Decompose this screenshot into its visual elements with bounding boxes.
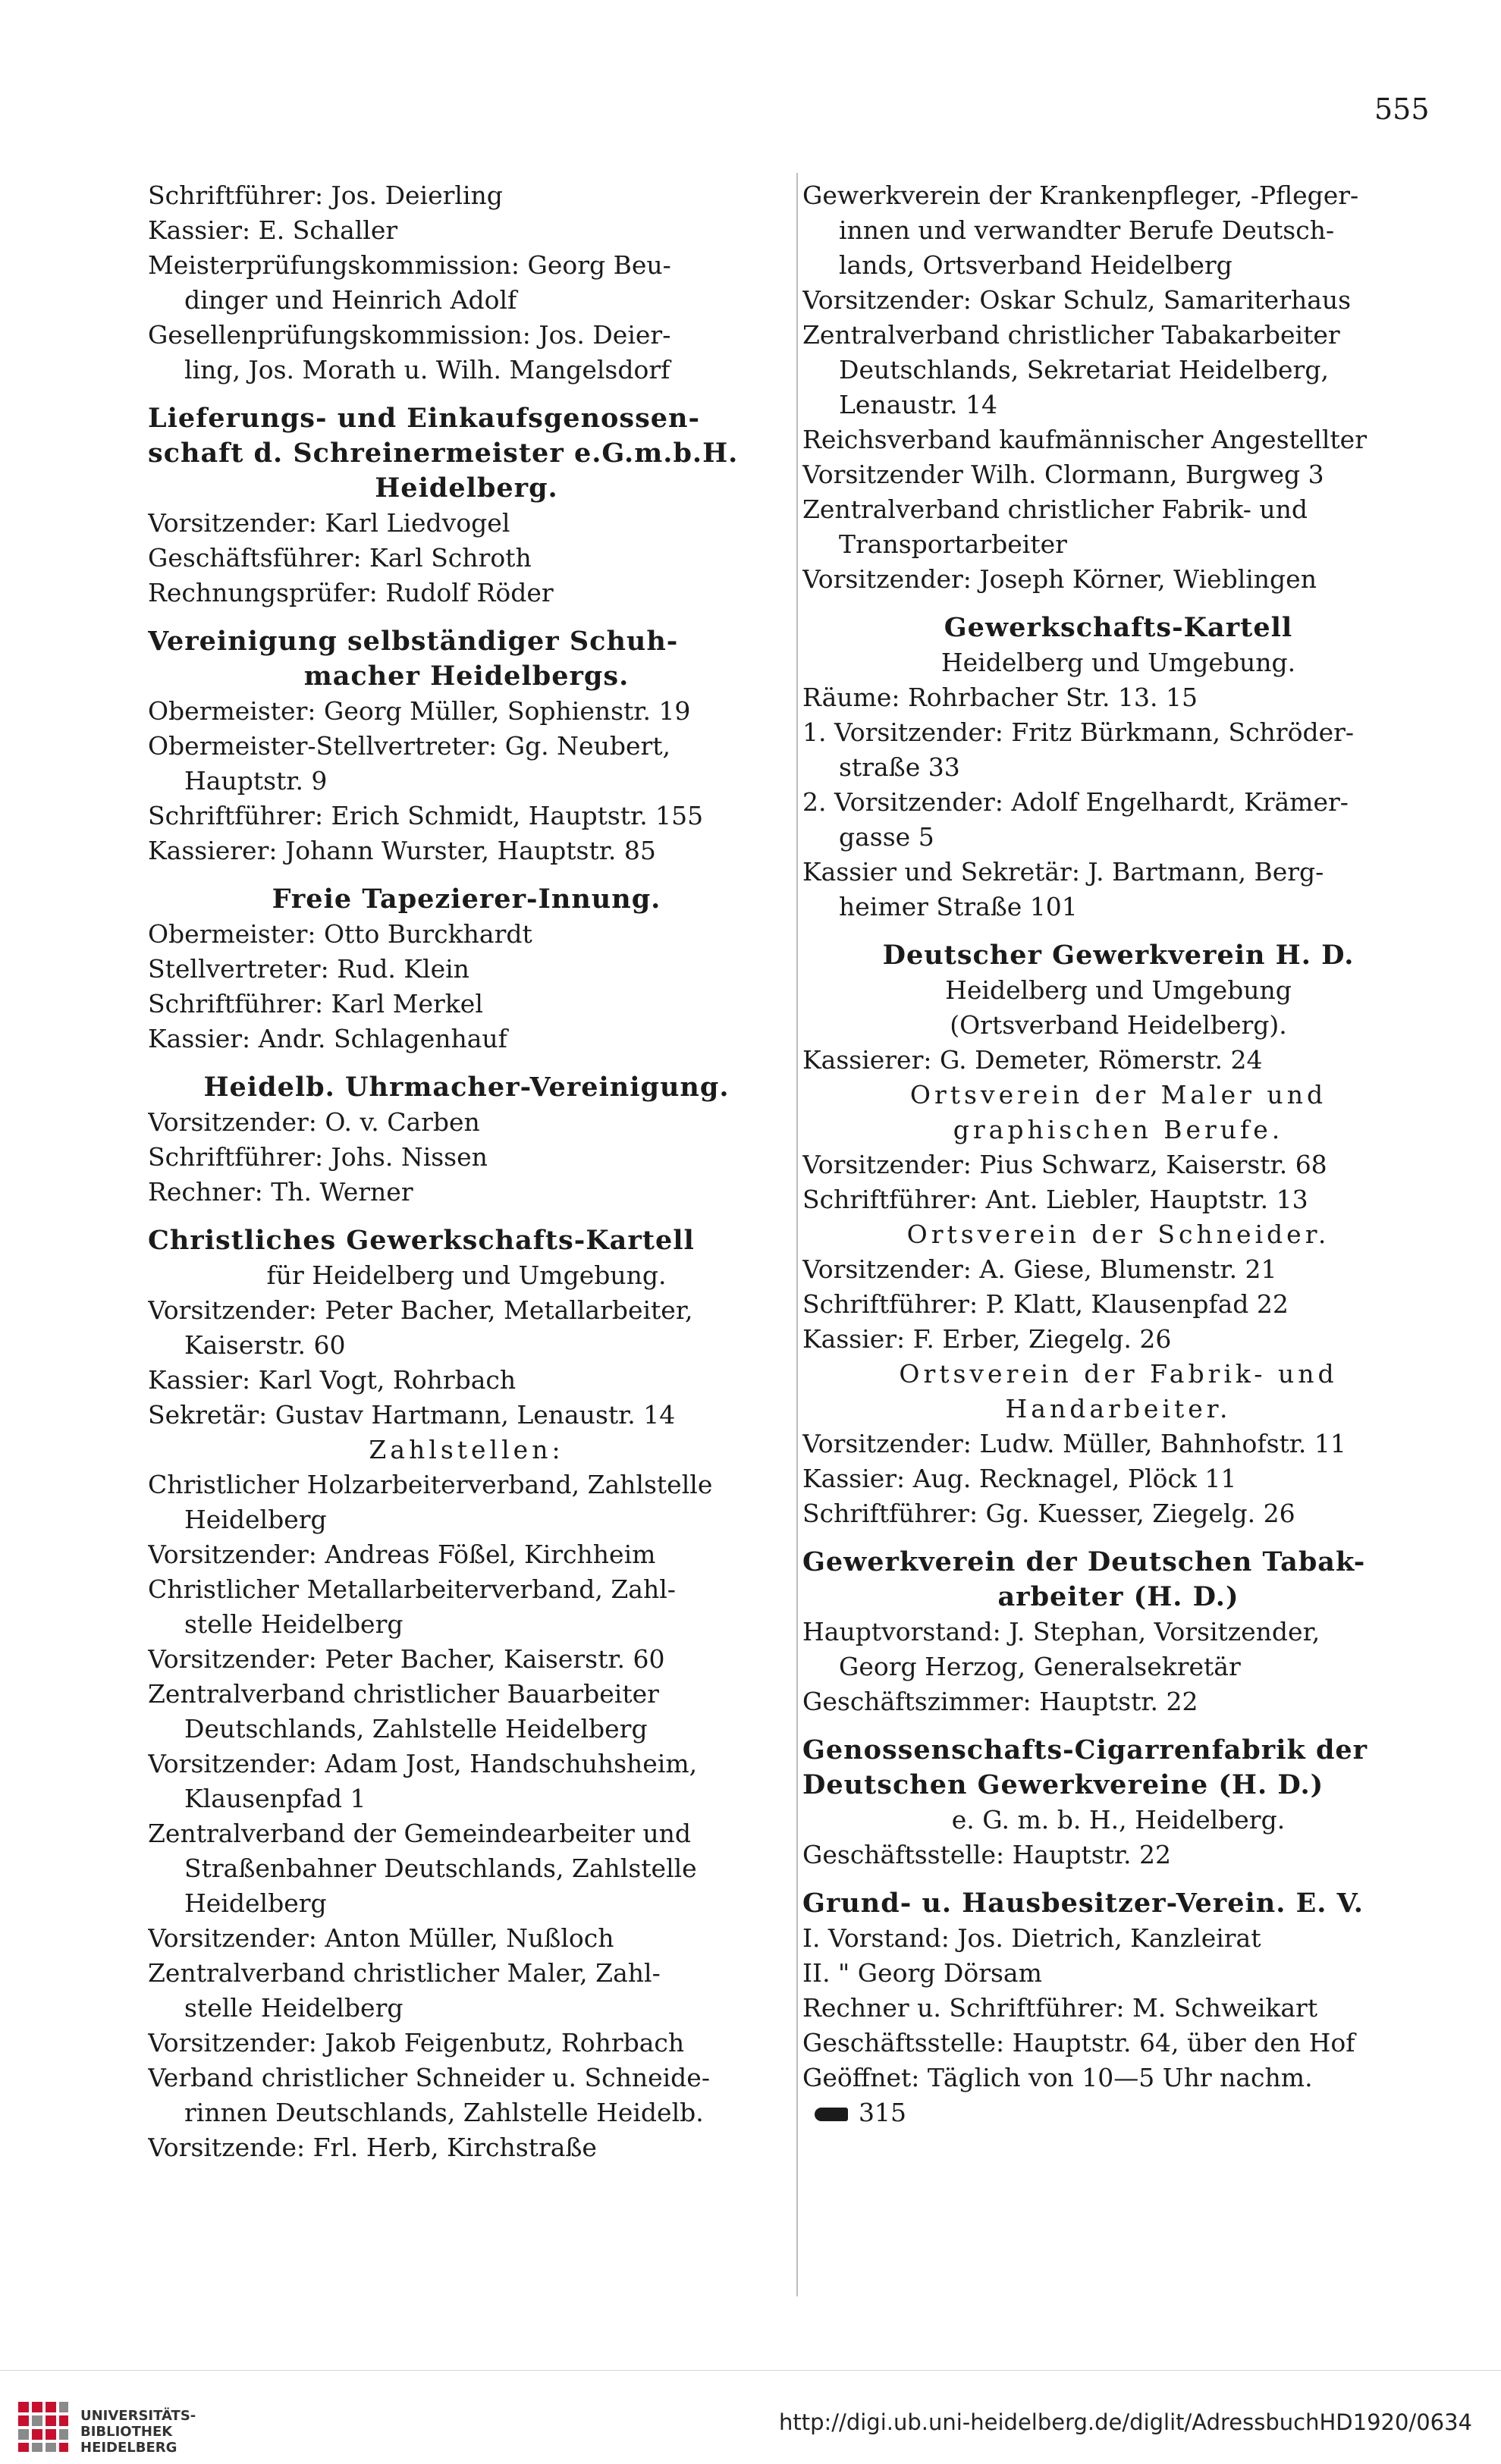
footer (0, 2370, 1501, 2464)
right-column-line: Schriftführer: Gg. Kuesser, Ziegelg. 26 (802, 1499, 1295, 1528)
column-divider (796, 173, 798, 2296)
left-column-line: stelle Heidelberg (184, 1609, 404, 1639)
left-column-line: Heidelb. Uhrmacher-Vereinigung. (203, 1072, 730, 1103)
footer-rule (0, 2370, 1501, 2371)
library-name-line1: UNIVERSITÄTS- (80, 2408, 196, 2424)
right-column-line: Zentralverband christlicher Fabrik- und (802, 494, 1308, 524)
pointing-hand-icon (815, 2108, 848, 2121)
left-column-line: Obermeister: Georg Müller, Sophienstr. 19 (148, 696, 691, 726)
left-column-line: Straßenbahner Deutschlands, Zahlstelle (184, 1853, 697, 1883)
right-column-line: Schriftführer: Ant. Liebler, Hauptstr. 13 (802, 1185, 1308, 1214)
library-name-line2: BIBLIOTHEK (80, 2424, 173, 2440)
left-column-line: Freie Tapezierer-Innung. (272, 884, 661, 915)
left-column-line: Verband christlicher Schneider u. Schneide- (148, 2063, 710, 2092)
right-column-line: Geschäftsstelle: Hauptstr. 64, über den Hof (802, 2028, 1355, 2058)
left-column-line: Hauptstr. 9 (184, 766, 328, 796)
right-column-line: arbeiter (H. D.) (997, 1581, 1239, 1612)
right-column-line: Deutschen Gewerkvereine (H. D.) (802, 1769, 1324, 1800)
left-column-line: Christlicher Holzarbeiterverband, Zahlstelle (148, 1470, 713, 1499)
right-column-line: lands, Ortsverband Heidelberg (839, 250, 1233, 280)
left-column-line: Zentralverband der Gemeindearbeiter und (148, 1819, 692, 1848)
left-column-line: Obermeister-Stellvertreter: Gg. Neubert, (148, 731, 671, 761)
right-column-line: Handarbeiter. (1005, 1394, 1232, 1423)
right-column-line: Vorsitzender: Ludw. Müller, Bahnhofstr. 11 (802, 1429, 1346, 1458)
left-column-line: Vorsitzender: Peter Bacher, Metallarbeiter, (148, 1295, 693, 1325)
right-column-line: Lenaustr. 14 (839, 390, 997, 419)
left-column-line: Lieferungs- und Einkaufsgenossen- (148, 403, 701, 434)
right-column-line: e. G. m. b. H., Heidelberg. (951, 1805, 1286, 1835)
left-column-line: Meisterprüfungskommission: Georg Beu- (148, 250, 671, 280)
right-column-line: Rechner u. Schriftführer: M. Schweikart (802, 1993, 1318, 2023)
right-column-line: Transportarbeiter (839, 529, 1067, 559)
telephone-line (802, 2095, 1434, 2130)
right-column-line: I. Vorstand: Jos. Dietrich, Kanzleirat (802, 1923, 1261, 1953)
left-column-line: Vorsitzender: Anton Müller, Nußloch (148, 1923, 614, 1953)
right-column-line: Vorsitzender: Pius Schwarz, Kaiserstr. 68 (802, 1150, 1327, 1179)
right-column-line: Schriftführer: P. Klatt, Klausenpfad 22 (802, 1289, 1289, 1319)
right-column-line: Vorsitzender: Joseph Körner, Wieblingen (802, 564, 1317, 594)
right-column-line: Georg Herzog, Generalsekretär (839, 1652, 1241, 1681)
right-column-line: Zentralverband christlicher Tabakarbeiter (802, 320, 1340, 350)
left-column-line: macher Heidelbergs. (303, 661, 630, 692)
right-column-line: 2. Vorsitzender: Adolf Engelhardt, Krämer- (802, 787, 1349, 817)
left-column-line: Vorsitzender: Peter Bacher, Kaiserstr. 60 (148, 1644, 665, 1674)
left-column-line: Zentralverband christlicher Maler, Zahl- (148, 1958, 661, 1988)
right-column-line: Vorsitzender: A. Giese, Blumenstr. 21 (802, 1254, 1277, 1284)
left-column-line: Vorsitzender: Andreas Fößel, Kirchheim (148, 1540, 656, 1569)
left-column-line: Schriftführer: Johs. Nissen (148, 1142, 488, 1172)
right-column-line: Gewerkverein der Krankenpfleger, -Pfleger- (802, 180, 1359, 210)
left-column-line: Klausenpfad 1 (184, 1784, 366, 1813)
left-column-line: Sekretär: Gustav Hartmann, Lenaustr. 14 (148, 1400, 676, 1430)
right-column-line: Reichsverband kaufmännischer Angestellter (802, 425, 1367, 454)
right-column-line: Gewerkverein der Deutschen Tabak- (802, 1546, 1366, 1577)
left-column-line: Heidelberg (184, 1888, 327, 1918)
left-column-line: Schriftführer: Karl Merkel (148, 989, 483, 1019)
right-column-line: heimer Straße 101 (839, 892, 1078, 921)
left-column-line: schaft d. Schreinermeister e.G.m.b.H. (148, 438, 739, 469)
right-column-line: Deutscher Gewerkverein H. D. (882, 940, 1355, 971)
right-column-line: (Ortsverband Heidelberg). (950, 1010, 1287, 1040)
left-column (148, 178, 785, 2165)
left-column-line: Zahlstellen: (369, 1435, 564, 1464)
source-url[interactable]: http://digi.ub.uni-heidelberg.de/diglit/AdressbuchHD1920/0634 (778, 2409, 1472, 2435)
left-column-line: Christliches Gewerkschafts-Kartell (148, 1225, 695, 1256)
right-column-line: gasse 5 (839, 822, 934, 852)
left-column-line: Vorsitzender: Adam Jost, Handschuhsheim, (148, 1749, 698, 1778)
left-column-line: Rechnungsprüfer: Rudolf Röder (148, 578, 554, 607)
right-column-line: Gewerkschafts-Kartell (944, 612, 1293, 643)
right-column-line: Kassier und Sekretär: J. Bartmann, Berg- (802, 857, 1324, 887)
left-column-line: dinger und Heinrich Adolf (184, 285, 517, 315)
right-column-line: Genossenschafts-Cigarrenfabrik der (802, 1734, 1368, 1766)
left-column-line: Vorsitzender: Jakob Feigenbutz, Rohrbach (148, 2028, 685, 2058)
left-column-line: Zentralverband christlicher Bauarbeiter (148, 1679, 659, 1709)
left-column-line: Kassier: Andr. Schlagenhauf (148, 1024, 507, 1053)
telephone-number: 315 (859, 2098, 906, 2127)
right-column-line: Geöffnet: Täglich von 10—5 Uhr nachm. (802, 2063, 1313, 2092)
left-column-line: Vorsitzender: O. v. Carben (148, 1107, 480, 1137)
left-column-line: Deutschlands, Zahlstelle Heidelberg (184, 1714, 648, 1744)
left-column-line: Kassierer: Johann Wurster, Hauptstr. 85 (148, 836, 656, 865)
right-column-line: graphischen Berufe. (953, 1115, 1284, 1144)
left-column-line: ling, Jos. Morath u. Wilh. Mangelsdorf (184, 355, 670, 385)
page-number: 555 (1374, 93, 1430, 126)
left-column-line: Rechner: Th. Werner (148, 1177, 413, 1207)
right-column-line: II. " Georg Dörsam (802, 1958, 1042, 1988)
library-logo-icon (17, 2400, 70, 2453)
right-column-line: Kassier: Aug. Recknagel, Plöck 11 (802, 1464, 1237, 1493)
left-column-line: Vorsitzende: Frl. Herb, Kirchstraße (148, 2133, 597, 2162)
right-column-line: Räume: Rohrbacher Str. 13. 15 (802, 683, 1198, 712)
left-column-line: Christlicher Metallarbeiterverband, Zahl- (148, 1574, 676, 1604)
right-column-line: Hauptvorstand: J. Stephan, Vorsitzender, (802, 1617, 1320, 1646)
left-column-line: Heidelberg (184, 1505, 327, 1534)
right-column-line: innen und verwandter Berufe Deutsch- (839, 215, 1335, 245)
left-column-line: Schriftführer: Erich Schmidt, Hauptstr. 155 (148, 801, 704, 830)
left-column-line: Obermeister: Otto Burckhardt (148, 919, 532, 949)
right-column-line: Vorsitzender: Oskar Schulz, Samariterhaus (802, 285, 1352, 315)
left-column-line: Heidelberg. (375, 472, 558, 504)
right-column-line: Ortsverein der Fabrik- und (899, 1359, 1338, 1389)
right-column-line: Ortsverein der Schneider. (906, 1219, 1330, 1249)
right-column-line: Geschäftszimmer: Hauptstr. 22 (802, 1687, 1198, 1716)
right-column-line: Heidelberg und Umgebung (945, 975, 1292, 1005)
right-column-line: Geschäftsstelle: Hauptstr. 22 (802, 1840, 1172, 1869)
left-column-line: Vereinigung selbständiger Schuh- (148, 626, 679, 657)
left-column-line: rinnen Deutschlands, Zahlstelle Heidelb. (184, 2098, 704, 2127)
left-column-line: stelle Heidelberg (184, 1993, 404, 2023)
left-column-line: für Heidelberg und Umgebung. (266, 1260, 667, 1290)
left-column-line: Kassier: E. Schaller (148, 215, 398, 245)
library-name-line3: HEIDELBERG (80, 2440, 177, 2456)
left-column-line: Stellvertreter: Rud. Klein (148, 954, 469, 984)
left-column-line: Schriftführer: Jos. Deierling (148, 180, 503, 210)
right-column-line: Kassierer: G. Demeter, Römerstr. 24 (802, 1045, 1263, 1075)
right-column-line: 1. Vorsitzender: Fritz Bürkmann, Schröder- (802, 717, 1355, 747)
right-column-line: Heidelberg und Umgebung. (940, 648, 1296, 677)
left-column-line: Kaiserstr. 60 (184, 1330, 346, 1360)
right-column-line: Grund- u. Hausbesitzer-Verein. E. V. (802, 1888, 1364, 1919)
right-column-line: straße 33 (839, 752, 960, 782)
left-column-line: Vorsitzender: Karl Liedvogel (148, 508, 510, 538)
right-column-line: Vorsitzender Wilh. Clormann, Burgweg 3 (802, 460, 1324, 489)
right-column-line: Deutschlands, Sekretariat Heidelberg, (839, 355, 1329, 385)
left-column-line: Kassier: Karl Vogt, Rohrbach (148, 1365, 517, 1395)
left-column-line: Geschäftsführer: Karl Schroth (148, 543, 532, 573)
right-column-line: Ortsverein der Maler und (909, 1080, 1327, 1110)
right-column-line: Kassier: F. Erber, Ziegelg. 26 (802, 1324, 1172, 1354)
library-name (80, 2408, 196, 2456)
right-column (802, 178, 1434, 2130)
left-column-line: Gesellenprüfungskommission: Jos. Deier- (148, 320, 671, 350)
